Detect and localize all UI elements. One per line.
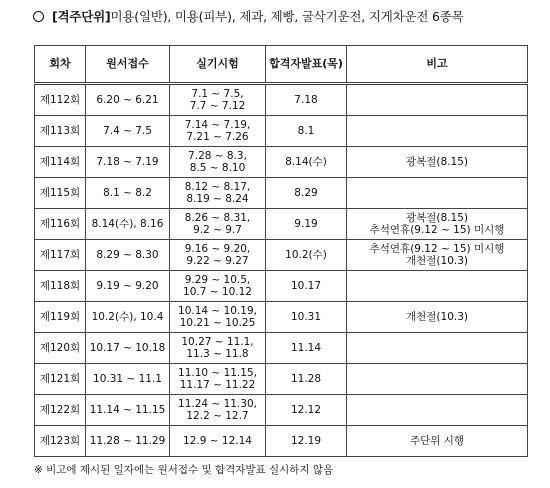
cell-note bbox=[347, 395, 528, 426]
cell-result: 11.14 bbox=[266, 333, 347, 364]
cell-exam-line: 7.14 ~ 7.19, bbox=[184, 119, 251, 131]
exam-schedule-table bbox=[34, 45, 528, 457]
cell-result: 8.1 bbox=[266, 116, 347, 147]
cell-round: 제121회 bbox=[35, 364, 86, 395]
cell-exam bbox=[170, 426, 266, 457]
cell-application: 10.2(수), 10.4 bbox=[86, 302, 170, 333]
heading-text: 미용(일반), 미용(피부), 제과, 제빵, 굴삭기운전, 지게차운전 6종목 bbox=[110, 9, 464, 24]
cell-exam-line: 7.21 ~ 7.26 bbox=[186, 131, 249, 143]
cell-exam bbox=[170, 209, 266, 240]
heading-bracket-label: [격주단위] bbox=[52, 9, 111, 24]
cell-note bbox=[347, 302, 528, 333]
section-heading bbox=[33, 7, 464, 27]
table-row bbox=[35, 302, 528, 333]
cell-exam bbox=[170, 395, 266, 426]
cell-note bbox=[347, 116, 528, 147]
cell-round: 제123회 bbox=[35, 426, 86, 457]
table-row bbox=[35, 240, 528, 271]
cell-application: 8.1 ~ 8.2 bbox=[86, 178, 170, 209]
table-row bbox=[35, 333, 528, 364]
cell-application: 9.19 ~ 9.20 bbox=[86, 271, 170, 302]
cell-round: 제115회 bbox=[35, 178, 86, 209]
table-header-row bbox=[35, 46, 528, 84]
cell-exam bbox=[170, 147, 266, 178]
table-row bbox=[35, 209, 528, 240]
footnote: ※ 비고에 제시된 일자에는 원서접수 및 합격자발표 실시하지 않음 bbox=[34, 464, 334, 476]
cell-exam-line: 7.28 ~ 8.3, bbox=[188, 150, 247, 162]
cell-exam-line: 9.22 ~ 9.27 bbox=[186, 255, 249, 267]
cell-result: 8.29 bbox=[266, 178, 347, 209]
table-row bbox=[35, 395, 528, 426]
table-body bbox=[35, 84, 528, 457]
cell-result: 10.31 bbox=[266, 302, 347, 333]
header-application: 원서접수 bbox=[86, 46, 170, 84]
cell-exam-line: 9.16 ~ 9.20, bbox=[184, 243, 251, 255]
cell-exam bbox=[170, 333, 266, 364]
cell-note-line: 개천절(10.3) bbox=[405, 255, 468, 267]
cell-result: 12.12 bbox=[266, 395, 347, 426]
cell-application: 10.17 ~ 10.18 bbox=[86, 333, 170, 364]
cell-note bbox=[347, 209, 528, 240]
cell-note bbox=[347, 333, 528, 364]
cell-result: 12.19 bbox=[266, 426, 347, 457]
cell-note-line: 광복절(8.15) bbox=[405, 212, 468, 224]
cell-exam-line: 8.5 ~ 8.10 bbox=[189, 162, 246, 174]
cell-exam-line: 10.27 ~ 11.1, bbox=[181, 336, 254, 348]
cell-exam-line: 7.7 ~ 7.12 bbox=[189, 100, 246, 112]
cell-round: 제119회 bbox=[35, 302, 86, 333]
cell-application: 7.18 ~ 7.19 bbox=[86, 147, 170, 178]
cell-result: 8.14(수) bbox=[266, 147, 347, 178]
cell-exam-line: 8.12 ~ 8.17, bbox=[184, 181, 251, 193]
cell-exam bbox=[170, 116, 266, 147]
table-row bbox=[35, 116, 528, 147]
cell-round: 제120회 bbox=[35, 333, 86, 364]
cell-note bbox=[347, 84, 528, 116]
cell-note bbox=[347, 364, 528, 395]
cell-exam-line: 10.7 ~ 10.12 bbox=[183, 286, 252, 298]
cell-application: 8.14(수), 8.16 bbox=[86, 209, 170, 240]
table-row bbox=[35, 426, 528, 457]
cell-application: 11.14 ~ 11.15 bbox=[86, 395, 170, 426]
cell-exam-line: 11.10 ~ 11.15, bbox=[178, 367, 257, 379]
cell-application: 8.29 ~ 8.30 bbox=[86, 240, 170, 271]
cell-application: 11.28 ~ 11.29 bbox=[86, 426, 170, 457]
cell-note-line: 광복절(8.15) bbox=[405, 156, 468, 168]
cell-exam-line: 8.19 ~ 8.24 bbox=[186, 193, 249, 205]
cell-application: 10.31 ~ 11.1 bbox=[86, 364, 170, 395]
cell-note-line: 주단위 시행 bbox=[409, 435, 465, 447]
cell-exam bbox=[170, 271, 266, 302]
cell-round: 제114회 bbox=[35, 147, 86, 178]
cell-exam-line: 10.14 ~ 10.19, bbox=[178, 305, 257, 317]
header-result: 합격자발표(목) bbox=[266, 46, 347, 84]
cell-note-line: 추석연휴(9.12 ~ 15) 미시행 bbox=[369, 224, 505, 236]
cell-note bbox=[347, 147, 528, 178]
cell-note-line: 개천절(10.3) bbox=[405, 311, 468, 323]
cell-exam bbox=[170, 364, 266, 395]
cell-application: 7.4 ~ 7.5 bbox=[86, 116, 170, 147]
cell-result: 10.2(수) bbox=[266, 240, 347, 271]
table-row bbox=[35, 147, 528, 178]
cell-result: 11.28 bbox=[266, 364, 347, 395]
cell-round: 제118회 bbox=[35, 271, 86, 302]
cell-exam-line: 9.29 ~ 10.5, bbox=[184, 274, 251, 286]
cell-exam bbox=[170, 302, 266, 333]
cell-exam bbox=[170, 240, 266, 271]
table-row bbox=[35, 84, 528, 116]
cell-note bbox=[347, 240, 528, 271]
cell-note bbox=[347, 426, 528, 457]
cell-exam-line: 11.24 ~ 11.30, bbox=[178, 398, 257, 410]
cell-result: 7.18 bbox=[266, 84, 347, 116]
cell-exam bbox=[170, 178, 266, 209]
cell-exam bbox=[170, 84, 266, 116]
header-round: 회차 bbox=[35, 46, 86, 84]
cell-exam-line: 11.3 ~ 11.8 bbox=[186, 348, 249, 360]
cell-application: 6.20 ~ 6.21 bbox=[86, 84, 170, 116]
table-row bbox=[35, 271, 528, 302]
table-row bbox=[35, 178, 528, 209]
cell-exam-line: 9.2 ~ 9.7 bbox=[193, 224, 242, 236]
cell-note-line: 추석연휴(9.12 ~ 15) 미시행 bbox=[369, 243, 505, 255]
cell-exam-line: 10.21 ~ 10.25 bbox=[179, 317, 256, 329]
table-row bbox=[35, 364, 528, 395]
cell-round: 제113회 bbox=[35, 116, 86, 147]
cell-exam-line: 12.9 ~ 12.14 bbox=[183, 435, 252, 447]
cell-exam-line: 11.17 ~ 11.22 bbox=[179, 379, 256, 391]
cell-exam-line: 12.2 ~ 12.7 bbox=[186, 410, 249, 422]
cell-result: 9.19 bbox=[266, 209, 347, 240]
cell-round: 제122회 bbox=[35, 395, 86, 426]
circle-bullet-icon bbox=[33, 11, 44, 22]
cell-round: 제112회 bbox=[35, 84, 86, 116]
cell-note bbox=[347, 271, 528, 302]
header-exam: 실기시험 bbox=[170, 46, 266, 84]
cell-exam-line: 7.1 ~ 7.5, bbox=[191, 88, 244, 100]
cell-exam-line: 8.26 ~ 8.31, bbox=[184, 212, 251, 224]
header-note: 비고 bbox=[347, 46, 528, 84]
cell-result: 10.17 bbox=[266, 271, 347, 302]
cell-note bbox=[347, 178, 528, 209]
cell-round: 제117회 bbox=[35, 240, 86, 271]
cell-round: 제116회 bbox=[35, 209, 86, 240]
